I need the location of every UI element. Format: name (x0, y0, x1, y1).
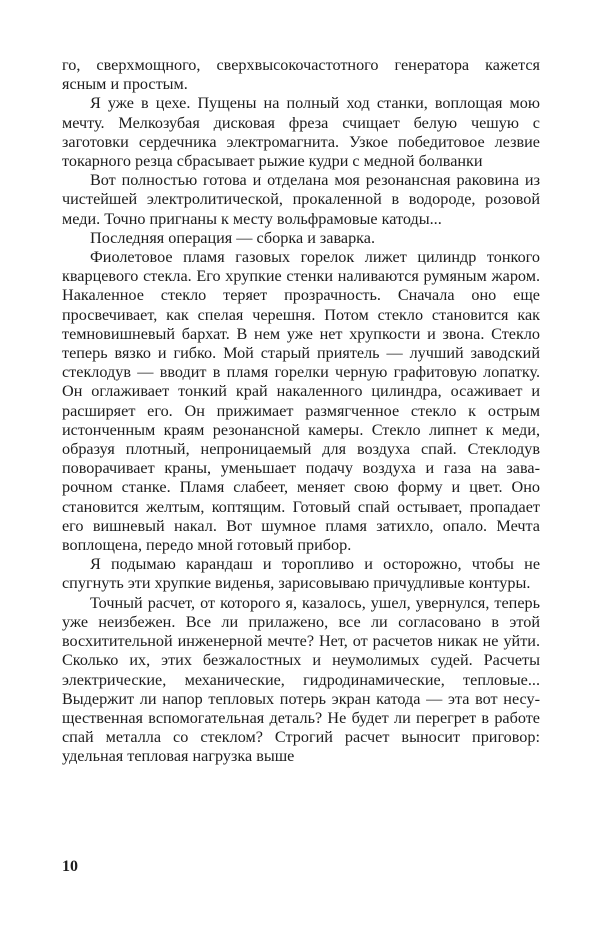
paragraph-5: Фиолетовое пламя газовых горелок лижет цилиндр тонкого кварцевого стекла. Его хрупкие стенки наливаются румяным жаром. Накаленное стекло теряет прозрачность. Сначала оно еще просвечивает, как спелая черешня. Потом стекло становится как темновишневый бархат. В нем уже нет хрупкости и звона. Стекло теперь вязко и гибко. Мой старый приятель — лучший заводский стеклодув — вводит в пламя горелки черную графитовую лопатку. Он оглаживает тонкий край накаленного цилиндра, осаживает и расширяет его. Он прижимает размягченное стекло к острым истонченным краям резонансной камеры. Стекло липнет к меди, образуя плотный, непроницаемый для воздуха спай. Стеклодув поворачивает краны, уменьшает подачу воздуха и газа на заварочном станке. Пламя слабеет, меняет свою форму и цвет. Оно становится желтым, коптящим. Готовый спай остывает, пропадает его вишневый накал. Вот шумное пламя затихло, опало. Мечта воплощена, передо мной готовый прибор. (62, 248, 540, 555)
paragraph-2: Я уже в цехе. Пущены на полный ход станки, воплощая мою мечту. Мелкозубая дисковая фреза счищает белую чешую с заготовки сердечника электромагнита. Узкое победитовое лезвие токарного резца сбрасывает рыжие кудри с медной болванки (62, 94, 540, 171)
paragraph-6: Я подымаю карандаш и торопливо и осторожно, чтобы не спугнуть эти хрупкие виденья, зарисовываю причудливые контуры. (62, 555, 540, 593)
page-text (62, 56, 540, 767)
page-number: 10 (62, 858, 78, 875)
paragraph-3: Вот полностью готова и отделана моя резонансная раковина из чистейшей электролитической, прокаленной в водороде, розовой меди. Точно пригнаны к месту вольфрамовые катоды... (62, 171, 540, 228)
paragraph-7: Точный расчет, от которого я, казалось, ушел, увернулся, теперь уже неизбежен. Все ли прилажено, все ли согласовано в этой восхитительной инженерной мечте? Нет, от расчетов никак не уйти. Сколько их, этих безжалостных и неумолимых судей. Расчеты электрические, механические, гидродинамические, тепловые... Выдержит ли напор тепловых потерь экран катода — эта вот несущественная вспомогательная деталь? Не будет ли перегрет в работе спай металла со стеклом? Строгий расчет выносит приговор: удельная тепловая нагрузка выше (62, 593, 540, 766)
paragraph-4: Последняя операция — сборка и заварка. (90, 228, 376, 247)
paragraph-1: го, сверхмощного, сверхвысокочастотного генератора кажется ясным и простым. (62, 56, 540, 94)
